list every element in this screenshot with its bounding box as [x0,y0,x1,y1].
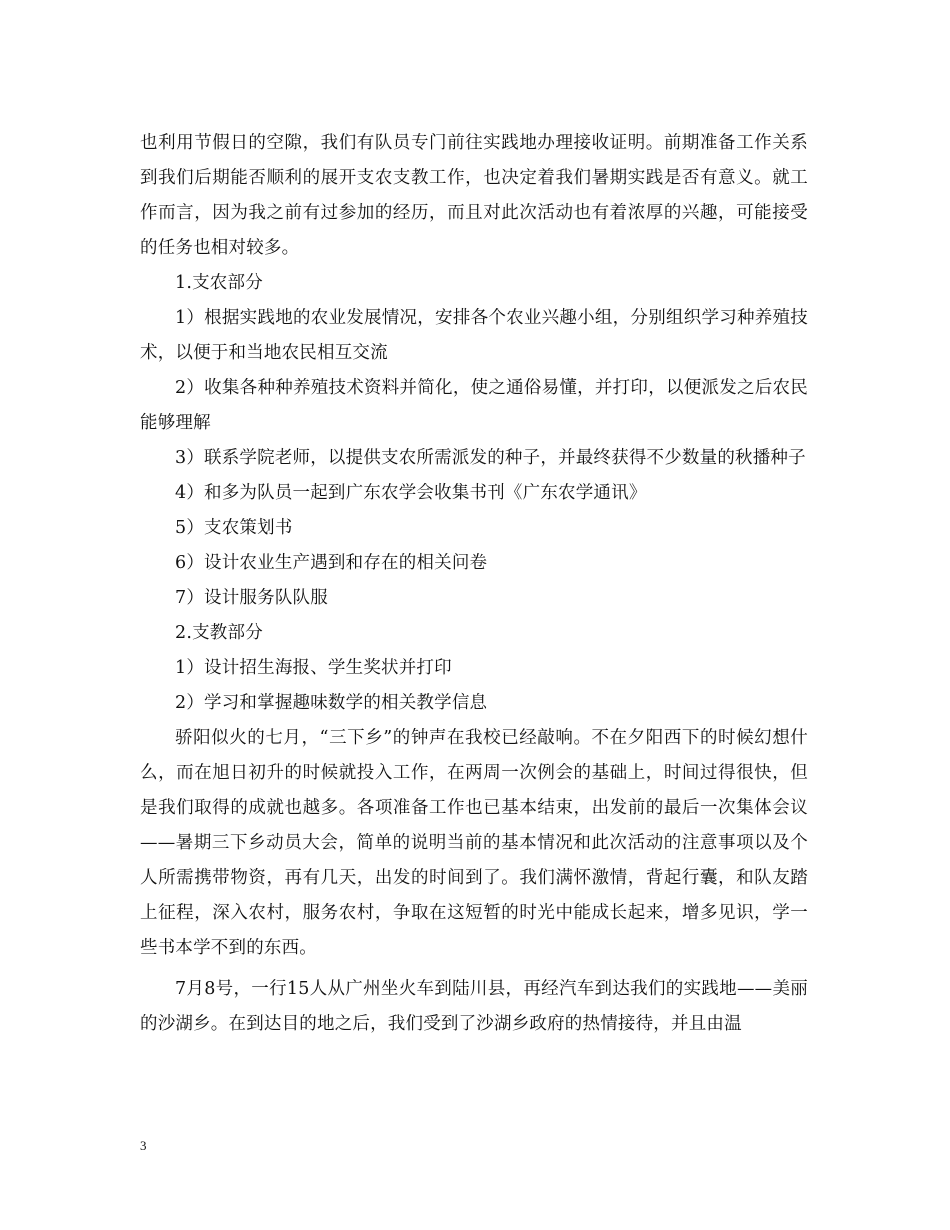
paragraph-july-8: 7月8号，一行15人从广州坐火车到陆川县，再经汽车到达我们的实践地——美丽的沙湖乡。在到达目的地之后，我们受到了沙湖乡政府的热情接待，并且由温 [140,979,808,1034]
list-item-teaching-2: 2）学习和掌握趣味数学的相关教学信息 [175,693,488,713]
page-number: 3 [140,1138,147,1153]
paragraph-intro: 也利用节假日的空隙，我们有队员专门前往实践地办理接收证明。前期准备工作关系到我们后期能否顺利的展开支农支教工作，也决定着我们暑期实践是否有意义。就工作而言，因为我之前有过参加的经历，而且对此次活动也有着浓厚的兴趣，可能接受的任务也相对较多。 [140,133,808,258]
paragraph-july: 骄阳似火的七月，“三下乡”的钟声在我校已经敲响。不在夕阳西下的时候幻想什么，而在旭日初升的时候就投入工作，在两周一次例会的基础上，时间过得很快，但是我们取得的成就也越多。各项准备工作也已基本结束，出发前的最后一次集体会议——暑期三下乡动员大会，简单的说明当前的基本情况和此次活动的注意事项以及个人所需携带物资，再有几天，出发的时间到了。我们满怀激情，背起行囊，和队友踏上征程，深入农村，服务农村，争取在这短暂的时光中能成长起来，增多见识，学一些书本学不到的东西。 [140,728,808,958]
list-item-agriculture-5: 5）支农策划书 [175,518,293,538]
list-item-agriculture-7: 7）设计服务队队服 [175,588,328,608]
list-item-agriculture-6: 6）设计农业生产遇到和存在的相关问卷 [175,553,488,573]
heading-agriculture-section: 1.支农部分 [175,273,263,293]
list-item-agriculture-3: 3）联系学院老师，以提供支农所需派发的种子，并最终获得不少数量的秋播种子 [175,448,806,468]
list-item-agriculture-1: 1）根据实践地的农业发展情况，安排各个农业兴趣小组，分别组织学习种养殖技术，以便于和当地农民相互交流 [140,308,808,363]
list-item-agriculture-2: 2）收集各种种养殖技术资料并简化，使之通俗易懂，并打印，以便派发之后农民能够理解 [140,378,808,433]
list-item-teaching-1: 1）设计招生海报、学生奖状并打印 [175,658,452,678]
document-body [140,126,808,1042]
heading-teaching-section: 2.支教部分 [175,623,263,643]
list-item-agriculture-4: 4）和多为队员一起到广东农学会收集书刊《广东农学通讯》 [175,483,647,503]
